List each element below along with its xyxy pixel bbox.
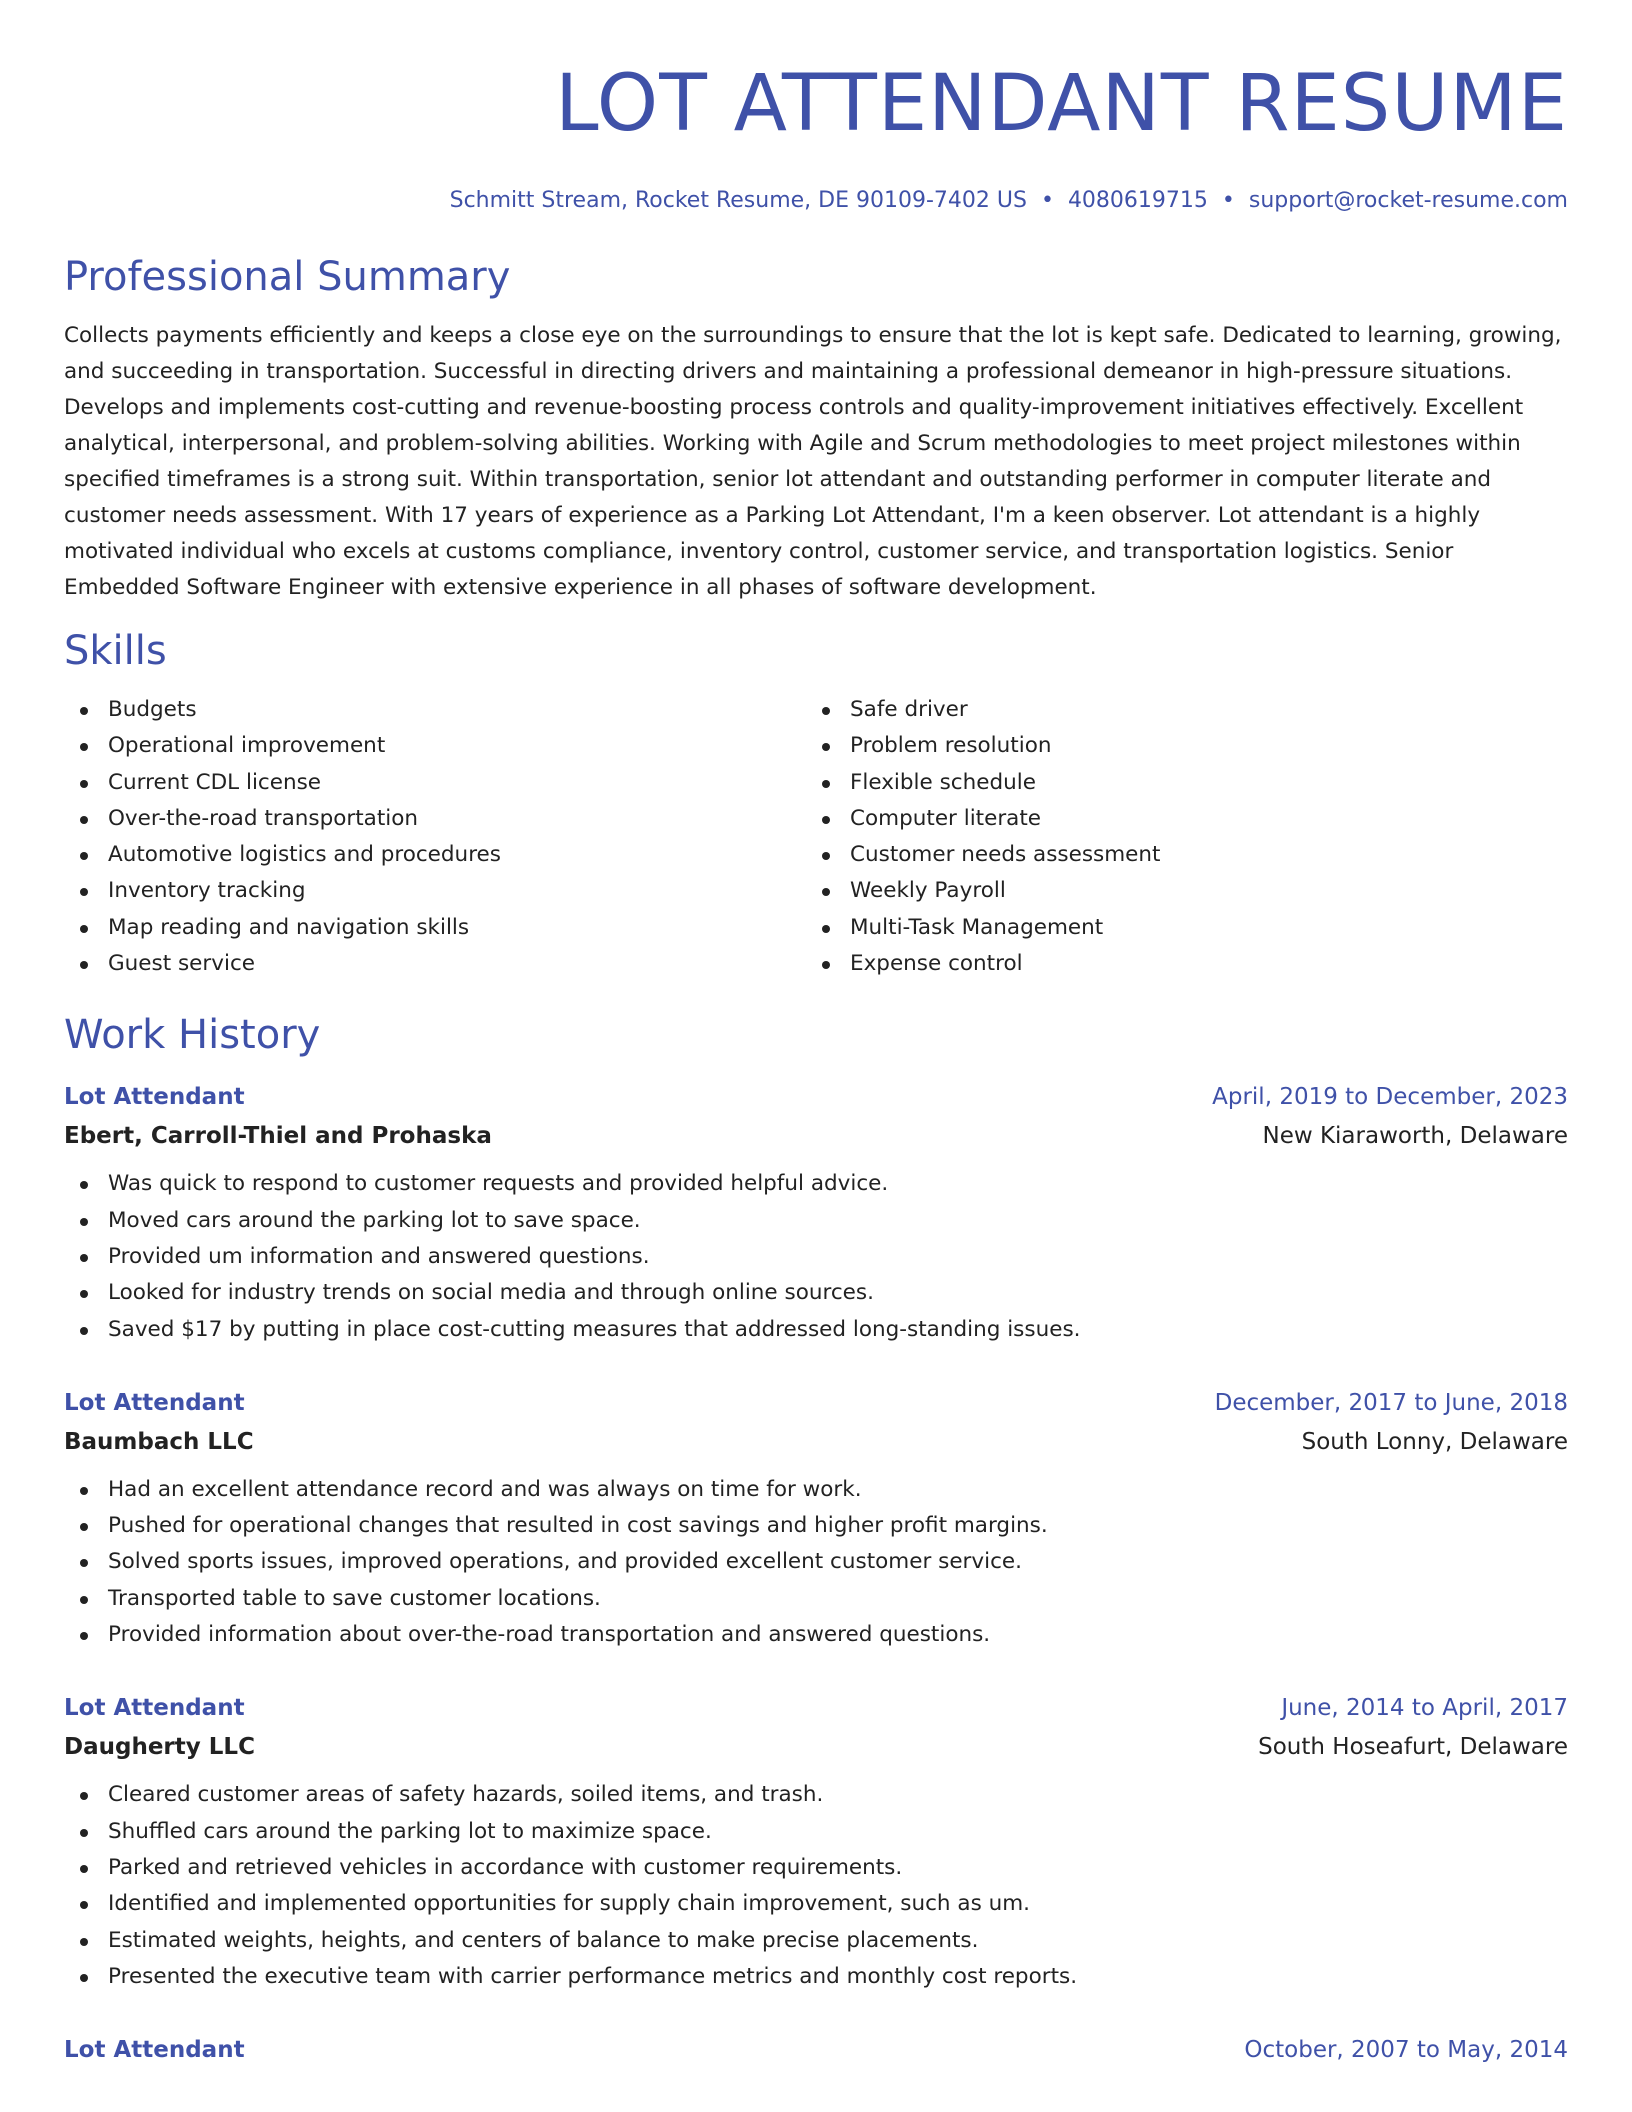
skill-item: Operational improvement (64, 728, 806, 764)
job-bullet: Transported table to save customer locations. (64, 1581, 1568, 1617)
skill-item: Weekly Payroll (806, 873, 1548, 909)
skill-item: Map reading and navigation skills (64, 910, 806, 946)
contact-separator: • (1040, 188, 1054, 213)
skill-item: Over-the-road transportation (64, 801, 806, 837)
job-dates: October, 2007 to May, 2014 (1244, 2037, 1568, 2064)
skill-item: Current CDL license (64, 765, 806, 801)
job-bullet: Identified and implemented opportunities for supply chain improvement, such as um. (64, 1886, 1568, 1922)
section-heading-work-history: Work History (64, 1012, 321, 1059)
job-location: South Lonny, Delaware (1301, 1428, 1568, 1455)
job-company: Ebert, Carroll-Thiel and Prohaska (64, 1123, 492, 1150)
skill-item: Problem resolution (806, 728, 1548, 764)
contact-phone: 4080619715 (1067, 188, 1208, 213)
job-title: Lot Attendant (64, 1084, 245, 1111)
professional-summary-section (64, 252, 1568, 606)
resume-title: LOT ATTENDANT RESUME (555, 59, 1568, 149)
skill-item: Budgets (64, 692, 806, 728)
contact-line (64, 186, 1568, 216)
contact-separator: • (1221, 188, 1235, 213)
skill-item: Automotive logistics and procedures (64, 837, 806, 873)
job-title-row (64, 2031, 1568, 2069)
job-bullets (64, 1777, 1568, 1995)
work-history-section (64, 1010, 1568, 2069)
job-title: Lot Attendant (64, 2037, 245, 2064)
job-bullet: Presented the executive team with carrier performance metrics and monthly cost reports. (64, 1959, 1568, 1995)
job-bullet: Looked for industry trends on social media and through online sources. (64, 1275, 1568, 1311)
job-bullet: Estimated weights, heights, and centers of balance to make precise placements. (64, 1923, 1568, 1959)
skills-list-right (806, 692, 1548, 982)
job-company: Baumbach LLC (64, 1428, 254, 1455)
job-title: Lot Attendant (64, 1695, 245, 1722)
skill-item: Customer needs assessment (806, 837, 1548, 873)
contact-address: Schmitt Stream, Rocket Resume, DE 90109-7402 US (449, 188, 1027, 213)
job-entry (64, 2031, 1568, 2069)
section-heading-summary: Professional Summary (64, 254, 511, 300)
skill-item: Guest service (64, 946, 806, 982)
job-bullet: Moved cars around the parking lot to save space. (64, 1203, 1568, 1239)
job-dates: April, 2019 to December, 2023 (1212, 1084, 1568, 1111)
skill-item: Expense control (806, 946, 1548, 982)
job-bullet: Provided um information and answered questions. (64, 1239, 1568, 1275)
job-bullets (64, 1472, 1568, 1653)
job-bullet: Solved sports issues, improved operations, and provided excellent customer service. (64, 1544, 1568, 1580)
job-bullet: Parked and retrieved vehicles in accordance with customer requirements. (64, 1850, 1568, 1886)
job-company-row (64, 1422, 1568, 1462)
job-title: Lot Attendant (64, 1389, 245, 1416)
job-location: New Kiaraworth, Delaware (1262, 1123, 1568, 1150)
section-heading-skills: Skills (64, 628, 167, 674)
job-company: Daugherty LLC (64, 1734, 255, 1761)
job-company-row (64, 1727, 1568, 1767)
skill-item: Flexible schedule (806, 765, 1548, 801)
job-title-row (64, 1689, 1568, 1727)
job-company-row (64, 1116, 1568, 1156)
job-bullet: Saved $17 by putting in place cost-cutting measures that addressed long-standing issues. (64, 1312, 1568, 1348)
job-bullet: Provided information about over-the-road transportation and answered questions. (64, 1617, 1568, 1653)
skill-item: Multi-Task Management (806, 910, 1548, 946)
resume-header (64, 0, 1568, 216)
job-bullets (64, 1166, 1568, 1347)
skills-grid (64, 692, 1568, 982)
job-bullet: Cleared customer areas of safety hazards, soiled items, and trash. (64, 1777, 1568, 1813)
job-dates: December, 2017 to June, 2018 (1214, 1389, 1568, 1416)
job-location: South Hoseafurt, Delaware (1258, 1734, 1568, 1761)
skills-section (64, 626, 1568, 982)
summary-text: Collects payments efficiently and keeps a close eye on the surroundings to ensure that the lot is kept safe. Dedicated to learning, growing, and succeeding in transportation. Successful in directing drivers and maintaining a professional demeanor in high-pressure situations. Develops and implements cost-cutting and revenue-boosting process controls and quality-improvement initiatives effectively. Excellent analytical, interpersonal, and problem-solving abilities. Working with Agile and Scrum methodologies to meet project milestones within specified timeframes is a strong suit. Within transportation, senior lot attendant and outstanding performer in computer literate and customer needs assessment. With 17 years of experience as a Parking Lot Attendant, I'm a keen observer. Lot attendant is a highly motivated individual who excels at customs compliance, inventory control, customer service, and transportation logistics. Senior Embedded Software Engineer with extensive experience in all phases of software development. (64, 323, 1562, 600)
job-entry (64, 1078, 1568, 1347)
job-bullet: Shuffled cars around the parking lot to maximize space. (64, 1814, 1568, 1850)
skills-list-left (64, 692, 806, 982)
skill-item: Inventory tracking (64, 873, 806, 909)
skill-item: Safe driver (806, 692, 1548, 728)
job-title-row (64, 1384, 1568, 1422)
job-entry (64, 1384, 1568, 1653)
job-title-row (64, 1078, 1568, 1116)
job-bullet: Pushed for operational changes that resulted in cost savings and higher profit margins. (64, 1508, 1568, 1544)
skill-item: Computer literate (806, 801, 1548, 837)
job-bullet: Had an excellent attendance record and was always on time for work. (64, 1472, 1568, 1508)
job-bullet: Was quick to respond to customer requests and provided helpful advice. (64, 1166, 1568, 1202)
contact-email[interactable]: support@rocket-resume.com (1248, 188, 1568, 213)
job-entry (64, 1689, 1568, 1995)
job-dates: June, 2014 to April, 2017 (1281, 1695, 1568, 1722)
